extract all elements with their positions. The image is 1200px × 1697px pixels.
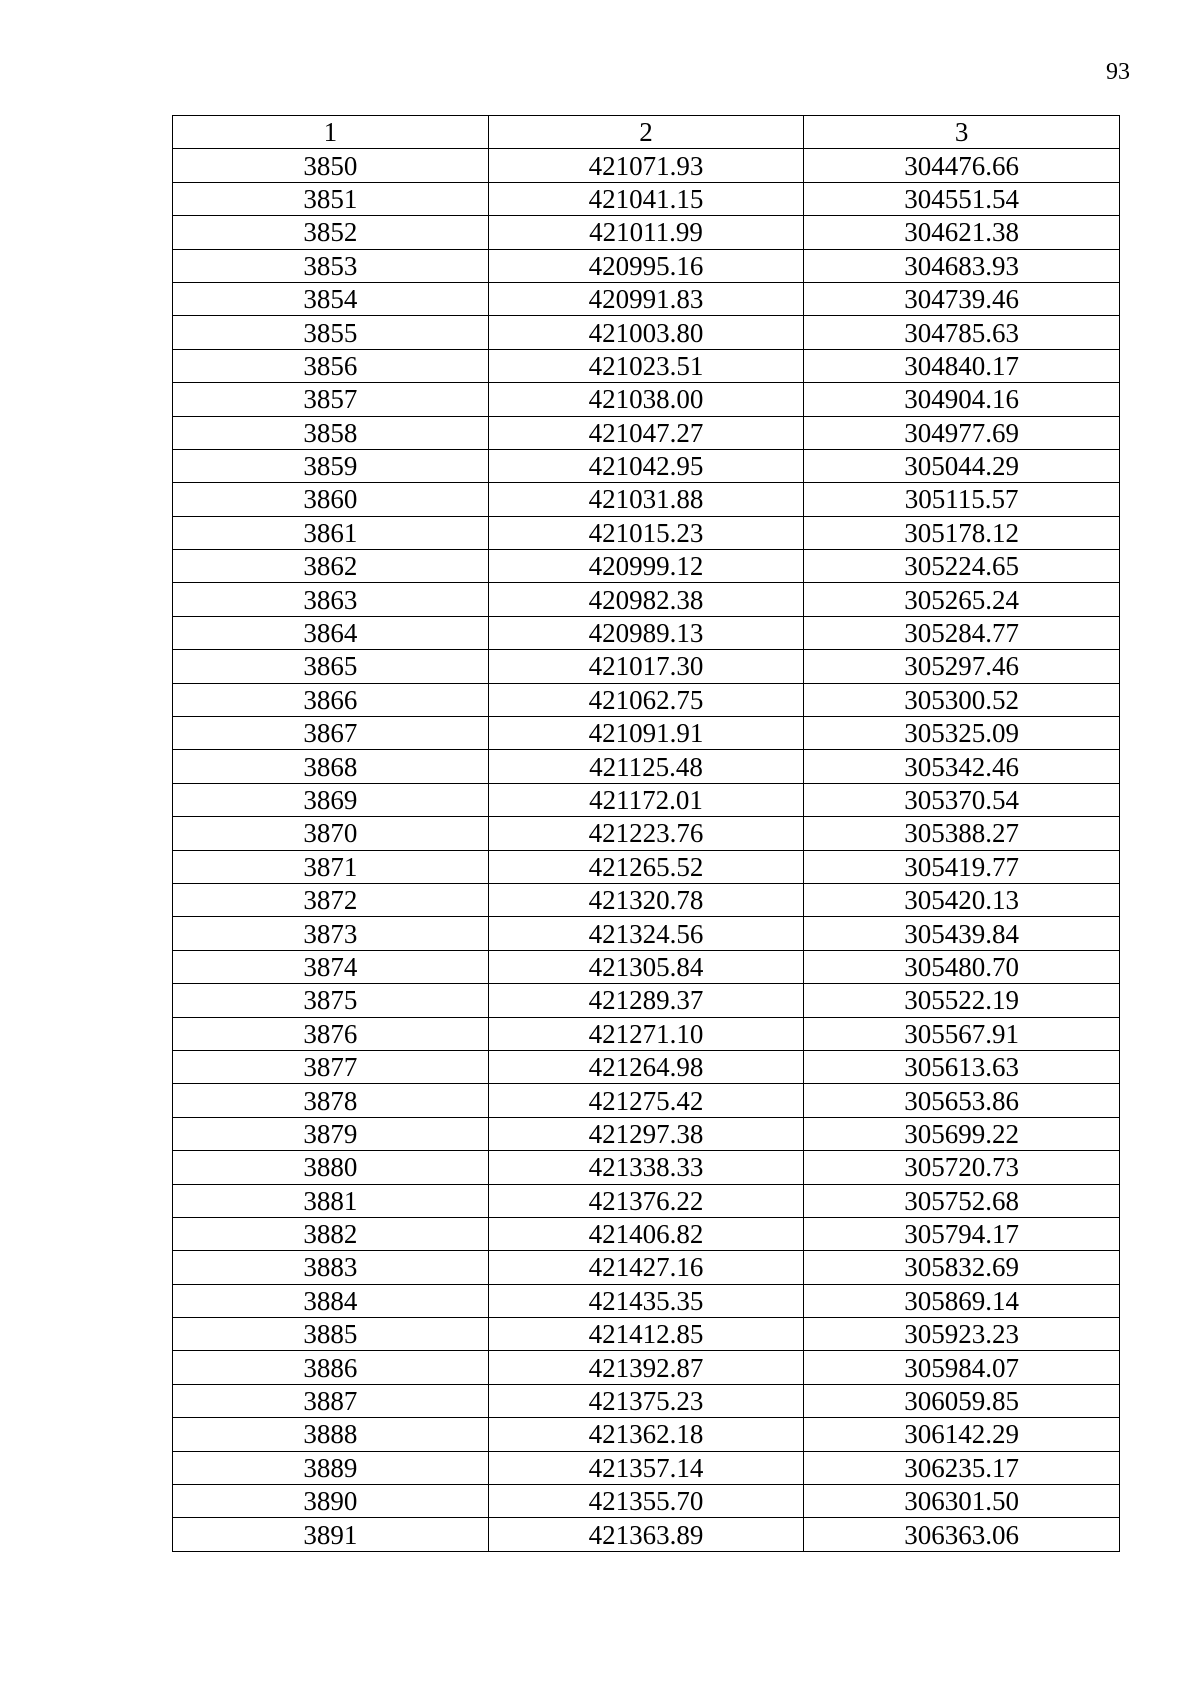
- table-cell: 3876: [173, 1017, 489, 1050]
- page-number: 93: [1106, 59, 1130, 85]
- table-cell: 305653.86: [804, 1084, 1120, 1117]
- table-row: [173, 249, 1120, 282]
- table-row: [173, 1451, 1120, 1484]
- table-cell: 305923.23: [804, 1318, 1120, 1351]
- table-cell: 421375.23: [488, 1384, 804, 1417]
- table-cell: 3854: [173, 282, 489, 315]
- table-cell: 3868: [173, 750, 489, 783]
- table-cell: 3874: [173, 950, 489, 983]
- table-row: [173, 817, 1120, 850]
- table-row: [173, 1485, 1120, 1518]
- table-cell: 306363.06: [804, 1518, 1120, 1551]
- table-cell: 421392.87: [488, 1351, 804, 1384]
- table-row: [173, 683, 1120, 716]
- table-cell: 3875: [173, 984, 489, 1017]
- table-cell: 421355.70: [488, 1485, 804, 1518]
- table-cell: 421357.14: [488, 1451, 804, 1484]
- table-row: [173, 950, 1120, 983]
- table-cell: 3884: [173, 1284, 489, 1317]
- table-cell: 421091.91: [488, 717, 804, 750]
- table-cell: 421406.82: [488, 1217, 804, 1250]
- table-cell: 421427.16: [488, 1251, 804, 1284]
- table-cell: 3851: [173, 182, 489, 215]
- table-cell: 420982.38: [488, 583, 804, 616]
- header-row: [173, 116, 1120, 149]
- table-row: [173, 783, 1120, 816]
- table-cell: 3886: [173, 1351, 489, 1384]
- table-row: [173, 850, 1120, 883]
- table-cell: 3877: [173, 1050, 489, 1083]
- table-row: [173, 917, 1120, 950]
- table-cell: 421376.22: [488, 1184, 804, 1217]
- table-cell: 305388.27: [804, 817, 1120, 850]
- table-cell: 305297.46: [804, 650, 1120, 683]
- table-cell: 3861: [173, 516, 489, 549]
- table-row: [173, 717, 1120, 750]
- table-cell: 305284.77: [804, 616, 1120, 649]
- table-cell: 304683.93: [804, 249, 1120, 282]
- table-cell: 421362.18: [488, 1418, 804, 1451]
- table-row: [173, 483, 1120, 516]
- table-cell: 3855: [173, 316, 489, 349]
- table-row: [173, 182, 1120, 215]
- table-cell: 421015.23: [488, 516, 804, 549]
- table-cell: 3858: [173, 416, 489, 449]
- table-cell: 421031.88: [488, 483, 804, 516]
- table-cell: 305439.84: [804, 917, 1120, 950]
- table-cell: 304476.66: [804, 149, 1120, 182]
- column-header: 2: [488, 116, 804, 149]
- table-row: [173, 1318, 1120, 1351]
- table-cell: 305178.12: [804, 516, 1120, 549]
- table-cell: 3867: [173, 717, 489, 750]
- table-row: [173, 416, 1120, 449]
- table-cell: 3883: [173, 1251, 489, 1284]
- table-cell: 306142.29: [804, 1418, 1120, 1451]
- table-cell: 3870: [173, 817, 489, 850]
- table-cell: 421363.89: [488, 1518, 804, 1551]
- table-cell: 421297.38: [488, 1117, 804, 1150]
- table-cell: 305832.69: [804, 1251, 1120, 1284]
- table-cell: 421042.95: [488, 449, 804, 482]
- table-row: [173, 1217, 1120, 1250]
- table-cell: 305752.68: [804, 1184, 1120, 1217]
- table-row: [173, 383, 1120, 416]
- table-cell: 421062.75: [488, 683, 804, 716]
- table-cell: 304621.38: [804, 216, 1120, 249]
- table-cell: 305370.54: [804, 783, 1120, 816]
- table-cell: 304840.17: [804, 349, 1120, 382]
- table-cell: 3889: [173, 1451, 489, 1484]
- table-cell: 305115.57: [804, 483, 1120, 516]
- table-row: [173, 984, 1120, 1017]
- table-cell: 304977.69: [804, 416, 1120, 449]
- table-cell: 421271.10: [488, 1017, 804, 1050]
- table-row: [173, 550, 1120, 583]
- table-row: [173, 282, 1120, 315]
- table-cell: 305265.24: [804, 583, 1120, 616]
- table-cell: 3869: [173, 783, 489, 816]
- table-cell: 3890: [173, 1485, 489, 1518]
- table-cell: 421265.52: [488, 850, 804, 883]
- table-cell: 3887: [173, 1384, 489, 1417]
- table-row: [173, 1351, 1120, 1384]
- table-cell: 420989.13: [488, 616, 804, 649]
- table-cell: 3880: [173, 1151, 489, 1184]
- table-cell: 421289.37: [488, 984, 804, 1017]
- table-cell: 305984.07: [804, 1351, 1120, 1384]
- table-cell: 305224.65: [804, 550, 1120, 583]
- table-cell: 3872: [173, 883, 489, 916]
- table-row: [173, 349, 1120, 382]
- table-cell: 306059.85: [804, 1384, 1120, 1417]
- table-cell: 3888: [173, 1418, 489, 1451]
- table-cell: 305613.63: [804, 1050, 1120, 1083]
- table-cell: 421223.76: [488, 817, 804, 850]
- table-cell: 3871: [173, 850, 489, 883]
- table-cell: 305044.29: [804, 449, 1120, 482]
- table-cell: 305325.09: [804, 717, 1120, 750]
- table-cell: 421003.80: [488, 316, 804, 349]
- table-cell: 3863: [173, 583, 489, 616]
- table-cell: 421435.35: [488, 1284, 804, 1317]
- table-row: [173, 1017, 1120, 1050]
- table-row: [173, 216, 1120, 249]
- table-cell: 421264.98: [488, 1050, 804, 1083]
- table-cell: 3850: [173, 149, 489, 182]
- table-row: [173, 1151, 1120, 1184]
- table-cell: 3878: [173, 1084, 489, 1117]
- table-cell: 305720.73: [804, 1151, 1120, 1184]
- table-cell: 421338.33: [488, 1151, 804, 1184]
- table-row: [173, 1084, 1120, 1117]
- table-header: [173, 116, 1120, 149]
- table-cell: 421017.30: [488, 650, 804, 683]
- table-cell: 421071.93: [488, 149, 804, 182]
- table-cell: 3859: [173, 449, 489, 482]
- table-cell: 421324.56: [488, 917, 804, 950]
- table-row: [173, 750, 1120, 783]
- table-cell: 305420.13: [804, 883, 1120, 916]
- table-cell: 421038.00: [488, 383, 804, 416]
- table-cell: 305480.70: [804, 950, 1120, 983]
- table-cell: 3891: [173, 1518, 489, 1551]
- table-row: [173, 583, 1120, 616]
- table-row: [173, 1518, 1120, 1551]
- table-cell: 3857: [173, 383, 489, 416]
- column-header: 3: [804, 116, 1120, 149]
- table-cell: 306235.17: [804, 1451, 1120, 1484]
- table-row: [173, 149, 1120, 182]
- table-cell: 304785.63: [804, 316, 1120, 349]
- table-cell: 3873: [173, 917, 489, 950]
- table-cell: 421412.85: [488, 1318, 804, 1351]
- table-row: [173, 616, 1120, 649]
- table-row: [173, 1050, 1120, 1083]
- table-row: [173, 883, 1120, 916]
- table-cell: 305300.52: [804, 683, 1120, 716]
- table-cell: 3879: [173, 1117, 489, 1150]
- table-row: [173, 1117, 1120, 1150]
- column-header: 1: [173, 116, 489, 149]
- table-cell: 421320.78: [488, 883, 804, 916]
- table-cell: 304551.54: [804, 182, 1120, 215]
- table-row: [173, 1251, 1120, 1284]
- table-row: [173, 516, 1120, 549]
- table-cell: 305869.14: [804, 1284, 1120, 1317]
- table-row: [173, 1284, 1120, 1317]
- table-cell: 3865: [173, 650, 489, 683]
- table-body: [173, 149, 1120, 1551]
- table-cell: 3853: [173, 249, 489, 282]
- table-cell: 3860: [173, 483, 489, 516]
- table-row: [173, 449, 1120, 482]
- table-row: [173, 1384, 1120, 1417]
- table-cell: 3882: [173, 1217, 489, 1250]
- table-cell: 305794.17: [804, 1217, 1120, 1250]
- table-cell: 3866: [173, 683, 489, 716]
- table-cell: 304904.16: [804, 383, 1120, 416]
- table-cell: 420991.83: [488, 282, 804, 315]
- table-cell: 305567.91: [804, 1017, 1120, 1050]
- table-cell: 420999.12: [488, 550, 804, 583]
- table-cell: 305419.77: [804, 850, 1120, 883]
- table-cell: 3852: [173, 216, 489, 249]
- coordinates-table: [172, 115, 1120, 1552]
- table-cell: 305699.22: [804, 1117, 1120, 1150]
- table-cell: 305342.46: [804, 750, 1120, 783]
- table-row: [173, 316, 1120, 349]
- table-cell: 421125.48: [488, 750, 804, 783]
- table-cell: 421275.42: [488, 1084, 804, 1117]
- table-cell: 421172.01: [488, 783, 804, 816]
- table-cell: 3856: [173, 349, 489, 382]
- table-cell: 421041.15: [488, 182, 804, 215]
- table-cell: 421305.84: [488, 950, 804, 983]
- table-cell: 421047.27: [488, 416, 804, 449]
- table-cell: 304739.46: [804, 282, 1120, 315]
- table-row: [173, 1418, 1120, 1451]
- table-cell: 421023.51: [488, 349, 804, 382]
- table-cell: 3881: [173, 1184, 489, 1217]
- table-cell: 420995.16: [488, 249, 804, 282]
- table-row: [173, 1184, 1120, 1217]
- table-cell: 421011.99: [488, 216, 804, 249]
- table-row: [173, 650, 1120, 683]
- table-cell: 3862: [173, 550, 489, 583]
- table-cell: 306301.50: [804, 1485, 1120, 1518]
- table-cell: 3885: [173, 1318, 489, 1351]
- table-cell: 305522.19: [804, 984, 1120, 1017]
- table-cell: 3864: [173, 616, 489, 649]
